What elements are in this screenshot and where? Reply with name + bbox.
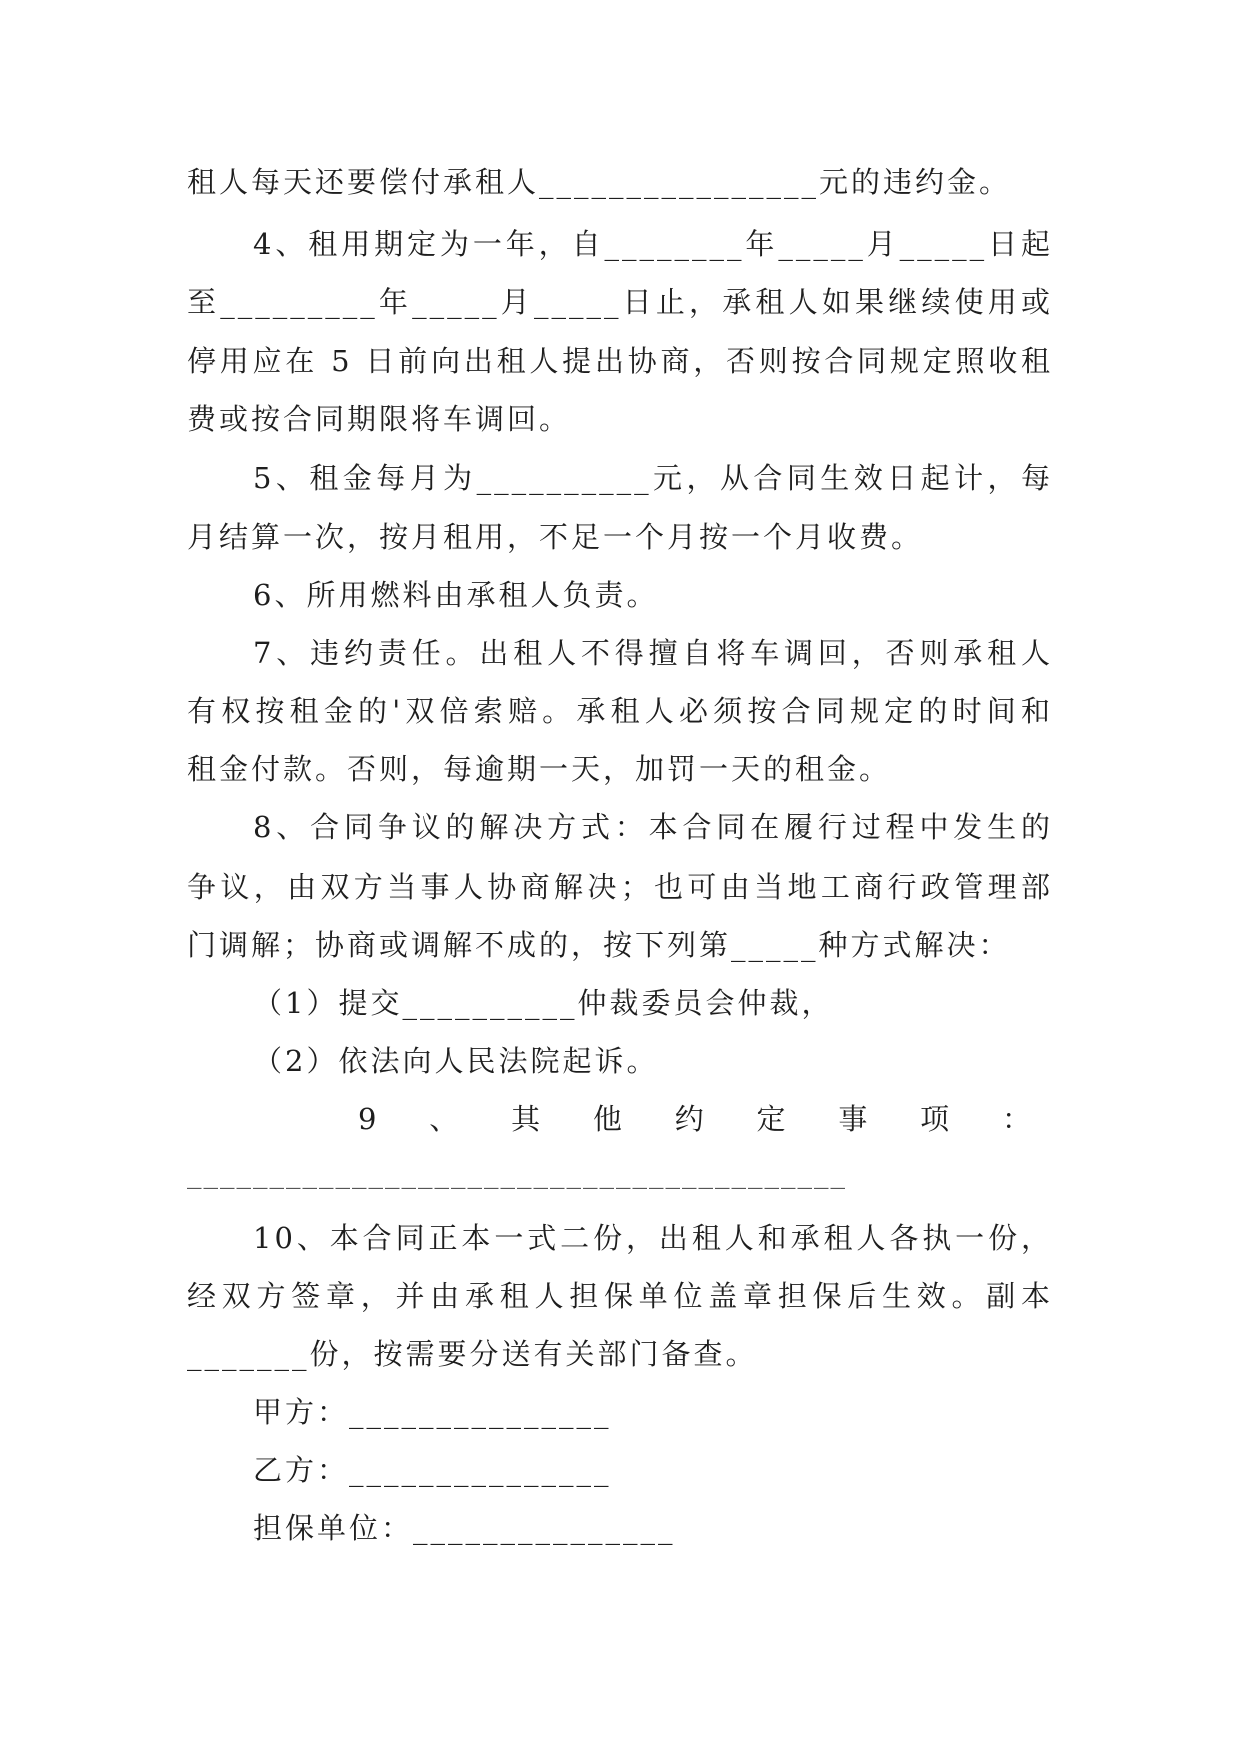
clause-5-line: 月结算一次，按月租用，不足一个月按一个月收费。 bbox=[187, 520, 924, 554]
clause-6-line: 6、所用燃料由承租人负责。 bbox=[253, 578, 659, 612]
clause-7-line: 7、违约责任。出租人不得擅自将车调回，否则承租人 bbox=[253, 636, 1053, 670]
clause-8-line: 门调解；协商或调解不成的，按下列第_____种方式解决： bbox=[187, 928, 1011, 962]
clause-4-line: 4、租用期定为一年，自________年_____月_____日起 bbox=[253, 227, 1053, 261]
clause-4-line: 费或按合同期限将车调回。 bbox=[187, 402, 572, 436]
clause-8-option-1: （1）提交__________仲裁委员会仲裁， bbox=[253, 986, 834, 1020]
clause-3-line: 租人每天还要偿付承租人________________元的违约金。 bbox=[187, 165, 1012, 199]
clause-7-line: 租金付款。否则，每逾期一天，加罚一天的租金。 bbox=[187, 752, 892, 786]
clause-10-line: 经双方签章，并由承租人担保单位盖章担保后生效。副本 bbox=[187, 1279, 1053, 1313]
clause-9-heading: 9、其他约定事项： bbox=[358, 1102, 1034, 1136]
clause-5-line: 5、租金每月为__________元，从合同生效日起计，每 bbox=[253, 461, 1053, 495]
clause-4-line: 停用应在 5 日前向出租人提出协商，否则按合同规定照收租 bbox=[187, 344, 1053, 378]
clause-8-line: 争议，由双方当事人协商解决；也可由当地工商行政管理部 bbox=[187, 870, 1053, 904]
clause-10-line: _______份，按需要分送有关部门备查。 bbox=[187, 1337, 758, 1371]
clause-7-line: 有权按租金的'双倍索赔。承租人必须按合同规定的时间和 bbox=[187, 694, 1053, 728]
party-b-signature: 乙方：_______________ bbox=[253, 1453, 612, 1487]
guarantor-signature: 担保单位：_______________ bbox=[253, 1511, 676, 1545]
clause-8-option-2: （2）依法向人民法院起诉。 bbox=[253, 1044, 659, 1078]
party-a-signature: 甲方：_______________ bbox=[253, 1395, 612, 1429]
clause-10-line: 10、本合同正本一式二份，出租人和承租人各执一份， bbox=[253, 1221, 1053, 1255]
clause-8-line: 8、合同争议的解决方式：本合同在履行过程中发生的 bbox=[253, 810, 1053, 844]
clause-9-blank-line: ________________________________________ bbox=[187, 1155, 847, 1189]
clause-4-line: 至_________年_____月_____日止，承租人如果继续使用或 bbox=[187, 285, 1053, 319]
